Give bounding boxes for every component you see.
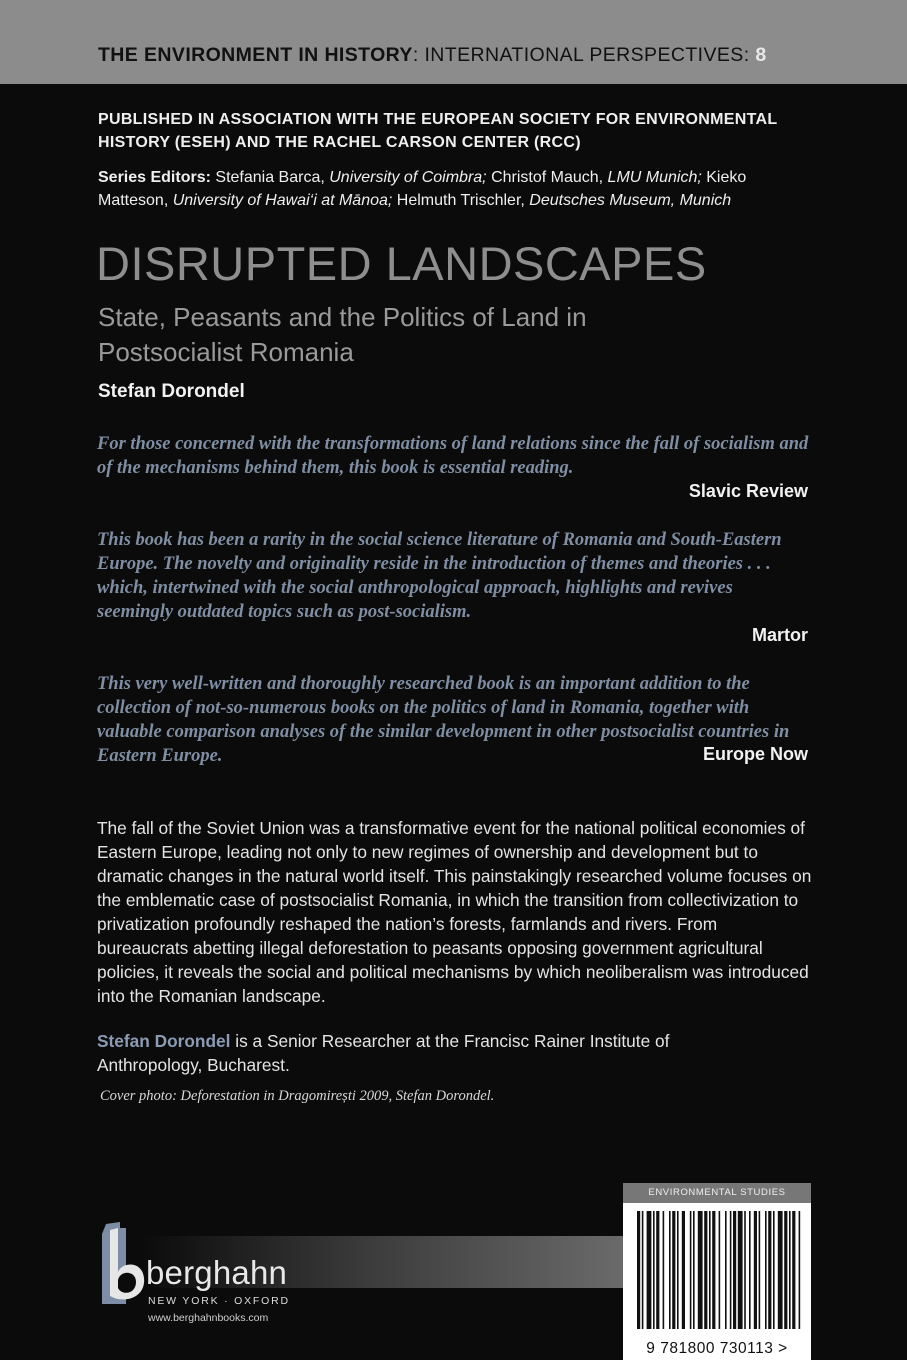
barcode-bar (765, 1211, 767, 1329)
review-quote: This very well-written and thoroughly researched book is an important addition to the collection of not-so-numerous books on the politics of land in Romania, together with valuable comparison analyses of the similar development in other postsocialist countries in Eastern Europe. (97, 674, 790, 766)
editor-name: Christof Mauch, (491, 169, 608, 186)
series-subtitle: : INTERNATIONAL PERSPECTIVES: (412, 44, 756, 66)
barcode-bar (647, 1211, 652, 1329)
review-source: Slavic Review (688, 481, 808, 501)
barcode-bar (682, 1211, 685, 1329)
barcode-bar (637, 1211, 640, 1329)
barcode-bar (744, 1211, 746, 1329)
publisher-places: NEW YORK · OXFORD (148, 1295, 290, 1307)
barcode-bar (733, 1211, 736, 1329)
barcode-bar (738, 1211, 743, 1329)
barcode-category: ENVIRONMENTAL STUDIES (623, 1183, 811, 1203)
barcode-bar (799, 1211, 801, 1329)
barcode-bar (672, 1211, 675, 1329)
barcode-bar (712, 1211, 715, 1329)
bio-author-name: Stefan Dorondel (97, 1031, 231, 1051)
barcode-bar (749, 1211, 751, 1329)
review-source: Martor (751, 625, 808, 645)
series-number: 8 (755, 44, 767, 66)
berghahn-logo-icon (96, 1222, 148, 1304)
barcode-bar (768, 1211, 771, 1329)
barcode-bar (690, 1211, 692, 1329)
barcode-bar (709, 1211, 711, 1329)
book-title: DISRUPTED LANDSCAPES (96, 237, 707, 290)
barcode-bar (653, 1211, 655, 1329)
series-band (0, 0, 907, 84)
bio-text: is a Senior Researcher at the Francisc Rainer Institute of Anthropology, Bucharest. (97, 1031, 670, 1075)
barcode-bars (637, 1211, 800, 1329)
book-description: The fall of the Soviet Union was a transformative event for the national political economies of Eastern Europe, leading not only to new regimes of ownership and development but to dramatic changes in the natural world itself. This painstakingly researched volume focuses on the emblematic case of postsocialist Romania, in which the transition from collectivization to privatization profoundly reshaped the nation’s forests, farmlands and rivers. From bureaucrats abetting illegal deforestation to peasants opposing government agricultural policies, it reveals the social and political mechanisms by which neoliberalism was introduced into the Romanian landscape. (97, 818, 812, 1006)
barcode-bar (730, 1211, 732, 1329)
editor-institution: Deutsches Museum, Munich (529, 192, 732, 209)
barcode-bar (759, 1211, 761, 1329)
isbn-digits: 9 781800 730113 > (646, 1340, 788, 1357)
barcode (623, 1183, 811, 1360)
barcode-bar (778, 1211, 783, 1329)
barcode-bar (677, 1211, 679, 1329)
series-title (98, 44, 767, 67)
editors-label: Series Editors: (98, 169, 211, 186)
book-author: Stefan Dorondel (98, 381, 245, 402)
editor-institution: University of Coimbra; (329, 169, 487, 186)
photo-credit: Cover photo: Deforestation in Dragomirești 2009, Stefan Dorondel. (100, 1088, 495, 1104)
barcode-bar (663, 1211, 665, 1329)
barcode-bar (754, 1211, 757, 1329)
barcode-bar (693, 1211, 695, 1329)
series-name: THE ENVIRONMENT IN HISTORY (98, 44, 413, 66)
barcode-bar (719, 1211, 721, 1329)
barcode-bar (773, 1211, 775, 1329)
isbn-barcode (623, 1203, 811, 1360)
editor-name: Stefania Barca, (215, 169, 330, 186)
barcode-bar (725, 1211, 727, 1329)
editor-institution: LMU Munich; (607, 169, 702, 186)
editor-name: Kieko Matteson, (98, 169, 747, 209)
review-quote: This book has been a rarity in the social science literature of Romania and South-Eastern Europe. The novelty and originality reside in the introduction of themes and theories . . . which, intertwined with the social anthropological approach, highlights and revives seemingly outdated topics such as post-socialism. (97, 530, 782, 622)
author-bio (97, 1029, 737, 1077)
barcode-bar (642, 1211, 644, 1329)
association-statement: PUBLISHED IN ASSOCIATION WITH THE EUROPEAN SOCIETY FOR ENVIRONMENTAL HISTORY (ESEH) AND THE RACHEL CARSON CENTER (RCC) (98, 111, 778, 151)
barcode-bar (669, 1211, 671, 1329)
review-source: Europe Now (702, 744, 808, 764)
series-editors (98, 166, 818, 212)
editor-name: Helmuth Trischler, (396, 192, 530, 209)
publisher-url: www.berghahnbooks.com (148, 1312, 269, 1324)
review-quote: For those concerned with the transformations of land relations since the fall of socialism and of the mechanisms behind them, this book is essential reading. (97, 434, 809, 478)
barcode-bar (698, 1211, 703, 1329)
barcode-bar (656, 1211, 659, 1329)
book-subtitle: State, Peasants and the Politics of Land in Postsocialist Romania (98, 302, 587, 367)
publisher-name: berghahn (146, 1254, 288, 1291)
editor-institution: University of Hawai‘i at Mānoa; (172, 192, 393, 209)
barcode-bar (789, 1211, 791, 1329)
barcode-bar (704, 1211, 707, 1329)
barcode-bar (792, 1211, 795, 1329)
barcode-bar (784, 1211, 787, 1329)
